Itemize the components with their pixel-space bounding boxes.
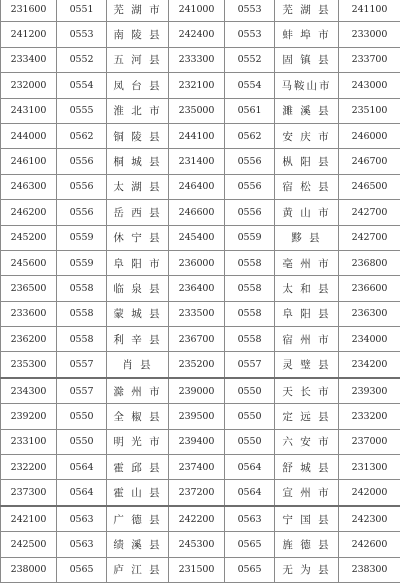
area-code-cell: 0558 [57, 276, 107, 301]
area-code-cell: 0559 [225, 225, 275, 250]
area-code-cell: 0565 [225, 532, 275, 557]
postal-code-cell: 239000 [169, 378, 225, 404]
table-row [1, 352, 400, 378]
postal-code-cell: 242100 [1, 506, 57, 532]
area-code-cell: 0563 [225, 506, 275, 532]
postal-code-cell: 236800 [339, 250, 400, 275]
place-name-cell: 黟 县 [275, 225, 339, 250]
area-code-cell: 0561 [225, 98, 275, 123]
table-row [1, 455, 400, 480]
postal-code-cell: 231300 [339, 455, 400, 480]
place-name-cell: 亳 州 市 [275, 250, 339, 275]
area-code-cell: 0564 [225, 455, 275, 480]
postal-code-cell: 246200 [1, 200, 57, 225]
postal-code-cell: 233600 [1, 301, 57, 326]
area-code-cell: 0552 [57, 47, 107, 72]
table-row [1, 0, 400, 22]
table-row [1, 301, 400, 326]
postal-code-cell: 233000 [339, 22, 400, 47]
postal-code-cell: 243100 [1, 98, 57, 123]
area-code-cell: 0558 [57, 301, 107, 326]
place-name-cell: 定 远 县 [275, 404, 339, 429]
postal-code-cell: 242000 [339, 480, 400, 506]
area-code-cell: 0562 [225, 123, 275, 148]
area-code-cell: 0550 [225, 378, 275, 404]
area-code-cell: 0553 [57, 22, 107, 47]
postal-code-cell: 246600 [169, 200, 225, 225]
area-code-cell: 0565 [57, 557, 107, 582]
table-row [1, 404, 400, 429]
postal-code-cell: 242200 [169, 506, 225, 532]
place-name-cell: 淮 北 市 [107, 98, 169, 123]
postal-code-cell: 242500 [1, 532, 57, 557]
place-name-cell: 芜 湖 县 [275, 0, 339, 22]
postal-code-cell: 239300 [339, 378, 400, 404]
postal-code-cell: 234000 [339, 327, 400, 352]
place-name-cell: 舒 城 县 [275, 455, 339, 480]
table-row [1, 480, 400, 506]
table-row [1, 225, 400, 250]
place-name-cell: 芜 湖 市 [107, 0, 169, 22]
postal-code-cell: 231400 [169, 149, 225, 174]
postal-code-cell: 246400 [169, 174, 225, 199]
postal-code-cell: 245300 [169, 532, 225, 557]
area-code-cell: 0550 [225, 429, 275, 454]
table-row [1, 47, 400, 72]
area-code-cell: 0564 [57, 455, 107, 480]
postal-code-cell: 233500 [169, 301, 225, 326]
table-row [1, 429, 400, 454]
place-name-cell: 休 宁 县 [107, 225, 169, 250]
postal-code-cell: 235100 [339, 98, 400, 123]
postal-code-cell: 246700 [339, 149, 400, 174]
place-name-cell: 枞 阳 县 [275, 149, 339, 174]
place-name-cell: 南 陵 县 [107, 22, 169, 47]
area-code-cell: 0553 [225, 22, 275, 47]
area-code-cell: 0564 [57, 480, 107, 506]
postal-code-cell: 237200 [169, 480, 225, 506]
postal-code-cell: 235200 [169, 352, 225, 378]
postal-code-cell: 236700 [169, 327, 225, 352]
place-name-cell: 宁 国 县 [275, 506, 339, 532]
postal-code-cell: 235000 [169, 98, 225, 123]
place-name-cell: 太 和 县 [275, 276, 339, 301]
postal-code-cell: 242600 [339, 532, 400, 557]
postal-code-cell: 233100 [1, 429, 57, 454]
postal-code-cell: 238000 [1, 557, 57, 582]
place-name-cell: 天 长 市 [275, 378, 339, 404]
place-name-cell: 马鞍山市 [275, 73, 339, 98]
area-code-cell: 0550 [225, 404, 275, 429]
postal-code-cell: 242700 [339, 225, 400, 250]
area-code-cell: 0552 [225, 47, 275, 72]
postal-code-cell: 244100 [169, 123, 225, 148]
place-name-cell: 黄 山 市 [275, 200, 339, 225]
place-name-cell: 广 德 县 [107, 506, 169, 532]
place-name-cell: 凤 台 县 [107, 73, 169, 98]
area-code-cell: 0563 [57, 532, 107, 557]
place-name-cell: 濉 溪 县 [275, 98, 339, 123]
postal-code-cell: 234200 [339, 352, 400, 378]
area-code-cell: 0559 [57, 225, 107, 250]
table-row [1, 98, 400, 123]
postal-code-cell: 238300 [339, 557, 400, 582]
area-code-cell: 0564 [225, 480, 275, 506]
place-name-cell: 阜 阳 市 [107, 250, 169, 275]
postal-code-cell: 241100 [339, 0, 400, 22]
postal-code-cell: 233700 [339, 47, 400, 72]
area-code-cell: 0556 [57, 174, 107, 199]
place-name-cell: 铜 陵 县 [107, 123, 169, 148]
table-row [1, 532, 400, 557]
postal-code-cell: 233300 [169, 47, 225, 72]
postal-code-cell: 245400 [169, 225, 225, 250]
postal-code-cell: 239500 [169, 404, 225, 429]
place-name-cell: 明 光 市 [107, 429, 169, 454]
postal-code-cell: 233200 [339, 404, 400, 429]
postal-code-cell: 239400 [169, 429, 225, 454]
postal-code-cell: 236200 [1, 327, 57, 352]
postal-code-cell: 243000 [339, 73, 400, 98]
postal-code-cell: 236600 [339, 276, 400, 301]
area-code-cell: 0558 [225, 276, 275, 301]
table-row [1, 200, 400, 225]
postal-code-cell: 245600 [1, 250, 57, 275]
area-code-cell: 0553 [225, 0, 275, 22]
place-name-cell: 绩 溪 县 [107, 532, 169, 557]
place-name-cell: 宿 松 县 [275, 174, 339, 199]
postal-code-cell: 232100 [169, 73, 225, 98]
table-row [1, 250, 400, 275]
place-name-cell: 肖 县 [107, 352, 169, 378]
postal-code-cell: 234300 [1, 378, 57, 404]
place-name-cell: 固 镇 县 [275, 47, 339, 72]
postal-code-cell: 231600 [1, 0, 57, 22]
area-code-cell: 0563 [57, 506, 107, 532]
postal-code-cell: 241200 [1, 22, 57, 47]
postal-code-cell: 242400 [169, 22, 225, 47]
area-code-cell: 0556 [57, 200, 107, 225]
place-name-cell: 霍 山 县 [107, 480, 169, 506]
postal-code-cell: 233400 [1, 47, 57, 72]
area-code-cell: 0558 [225, 250, 275, 275]
table-row [1, 73, 400, 98]
postal-code-cell: 237000 [339, 429, 400, 454]
table-row [1, 276, 400, 301]
place-name-cell: 霍 邱 县 [107, 455, 169, 480]
postal-code-cell: 236400 [169, 276, 225, 301]
area-code-cell: 0559 [57, 250, 107, 275]
place-name-cell: 灵 璧 县 [275, 352, 339, 378]
area-code-cell: 0558 [225, 301, 275, 326]
table-row [1, 22, 400, 47]
area-code-cell: 0562 [57, 123, 107, 148]
postal-code-cell: 245200 [1, 225, 57, 250]
place-name-cell: 蒙 城 县 [107, 301, 169, 326]
postal-code-cell: 246100 [1, 149, 57, 174]
table-row [1, 506, 400, 532]
place-name-cell: 宿 州 市 [275, 327, 339, 352]
table-row [1, 149, 400, 174]
area-code-cell: 0550 [57, 404, 107, 429]
area-code-cell: 0554 [225, 73, 275, 98]
postal-code-cell: 237300 [1, 480, 57, 506]
postal-code-cell: 232000 [1, 73, 57, 98]
place-name-cell: 桐 城 县 [107, 149, 169, 174]
place-name-cell: 无 为 县 [275, 557, 339, 582]
area-code-cell: 0557 [57, 378, 107, 404]
postal-code-cell: 244000 [1, 123, 57, 148]
postal-code-cell: 242700 [339, 200, 400, 225]
place-name-cell: 旌 德 县 [275, 532, 339, 557]
area-code-cell: 0557 [225, 352, 275, 378]
area-code-cell: 0556 [225, 149, 275, 174]
postal-code-cell: 237400 [169, 455, 225, 480]
area-code-cell: 0556 [57, 149, 107, 174]
postal-code-cell: 236300 [339, 301, 400, 326]
area-code-cell: 0558 [57, 327, 107, 352]
postal-code-cell: 239200 [1, 404, 57, 429]
place-name-cell: 五 河 县 [107, 47, 169, 72]
area-code-cell: 0555 [57, 98, 107, 123]
postal-code-cell: 246300 [1, 174, 57, 199]
place-name-cell: 六 安 市 [275, 429, 339, 454]
area-code-cell: 0558 [225, 327, 275, 352]
postal-code-cell: 246000 [339, 123, 400, 148]
place-name-cell: 滁 州 市 [107, 378, 169, 404]
table-row [1, 378, 400, 404]
place-name-cell: 全 椒 县 [107, 404, 169, 429]
postal-code-cell: 231500 [169, 557, 225, 582]
postal-code-cell: 236000 [169, 250, 225, 275]
postal-code-cell: 242300 [339, 506, 400, 532]
postal-code-cell: 246500 [339, 174, 400, 199]
postal-code-cell: 236500 [1, 276, 57, 301]
place-name-cell: 临 泉 县 [107, 276, 169, 301]
place-name-cell: 庐 江 县 [107, 557, 169, 582]
table-row [1, 174, 400, 199]
table-row [1, 123, 400, 148]
place-name-cell: 利 辛 县 [107, 327, 169, 352]
place-name-cell: 岳 西 县 [107, 200, 169, 225]
place-name-cell: 阜 阳 县 [275, 301, 339, 326]
postal-code-cell: 235300 [1, 352, 57, 378]
area-code-cell: 0565 [225, 557, 275, 582]
area-code-cell: 0554 [57, 73, 107, 98]
place-name-cell: 宣 州 市 [275, 480, 339, 506]
place-name-cell: 太 湖 县 [107, 174, 169, 199]
place-name-cell: 蚌 埠 市 [275, 22, 339, 47]
area-code-cell: 0550 [57, 429, 107, 454]
table-row [1, 557, 400, 582]
postal-code-cell: 241000 [169, 0, 225, 22]
table-body [1, 0, 400, 582]
area-code-cell: 0556 [225, 200, 275, 225]
postal-code-cell: 232200 [1, 455, 57, 480]
area-code-cell: 0556 [225, 174, 275, 199]
place-name-cell: 安 庆 市 [275, 123, 339, 148]
table-row [1, 327, 400, 352]
area-code-cell: 0551 [57, 0, 107, 22]
area-code-cell: 0557 [57, 352, 107, 378]
